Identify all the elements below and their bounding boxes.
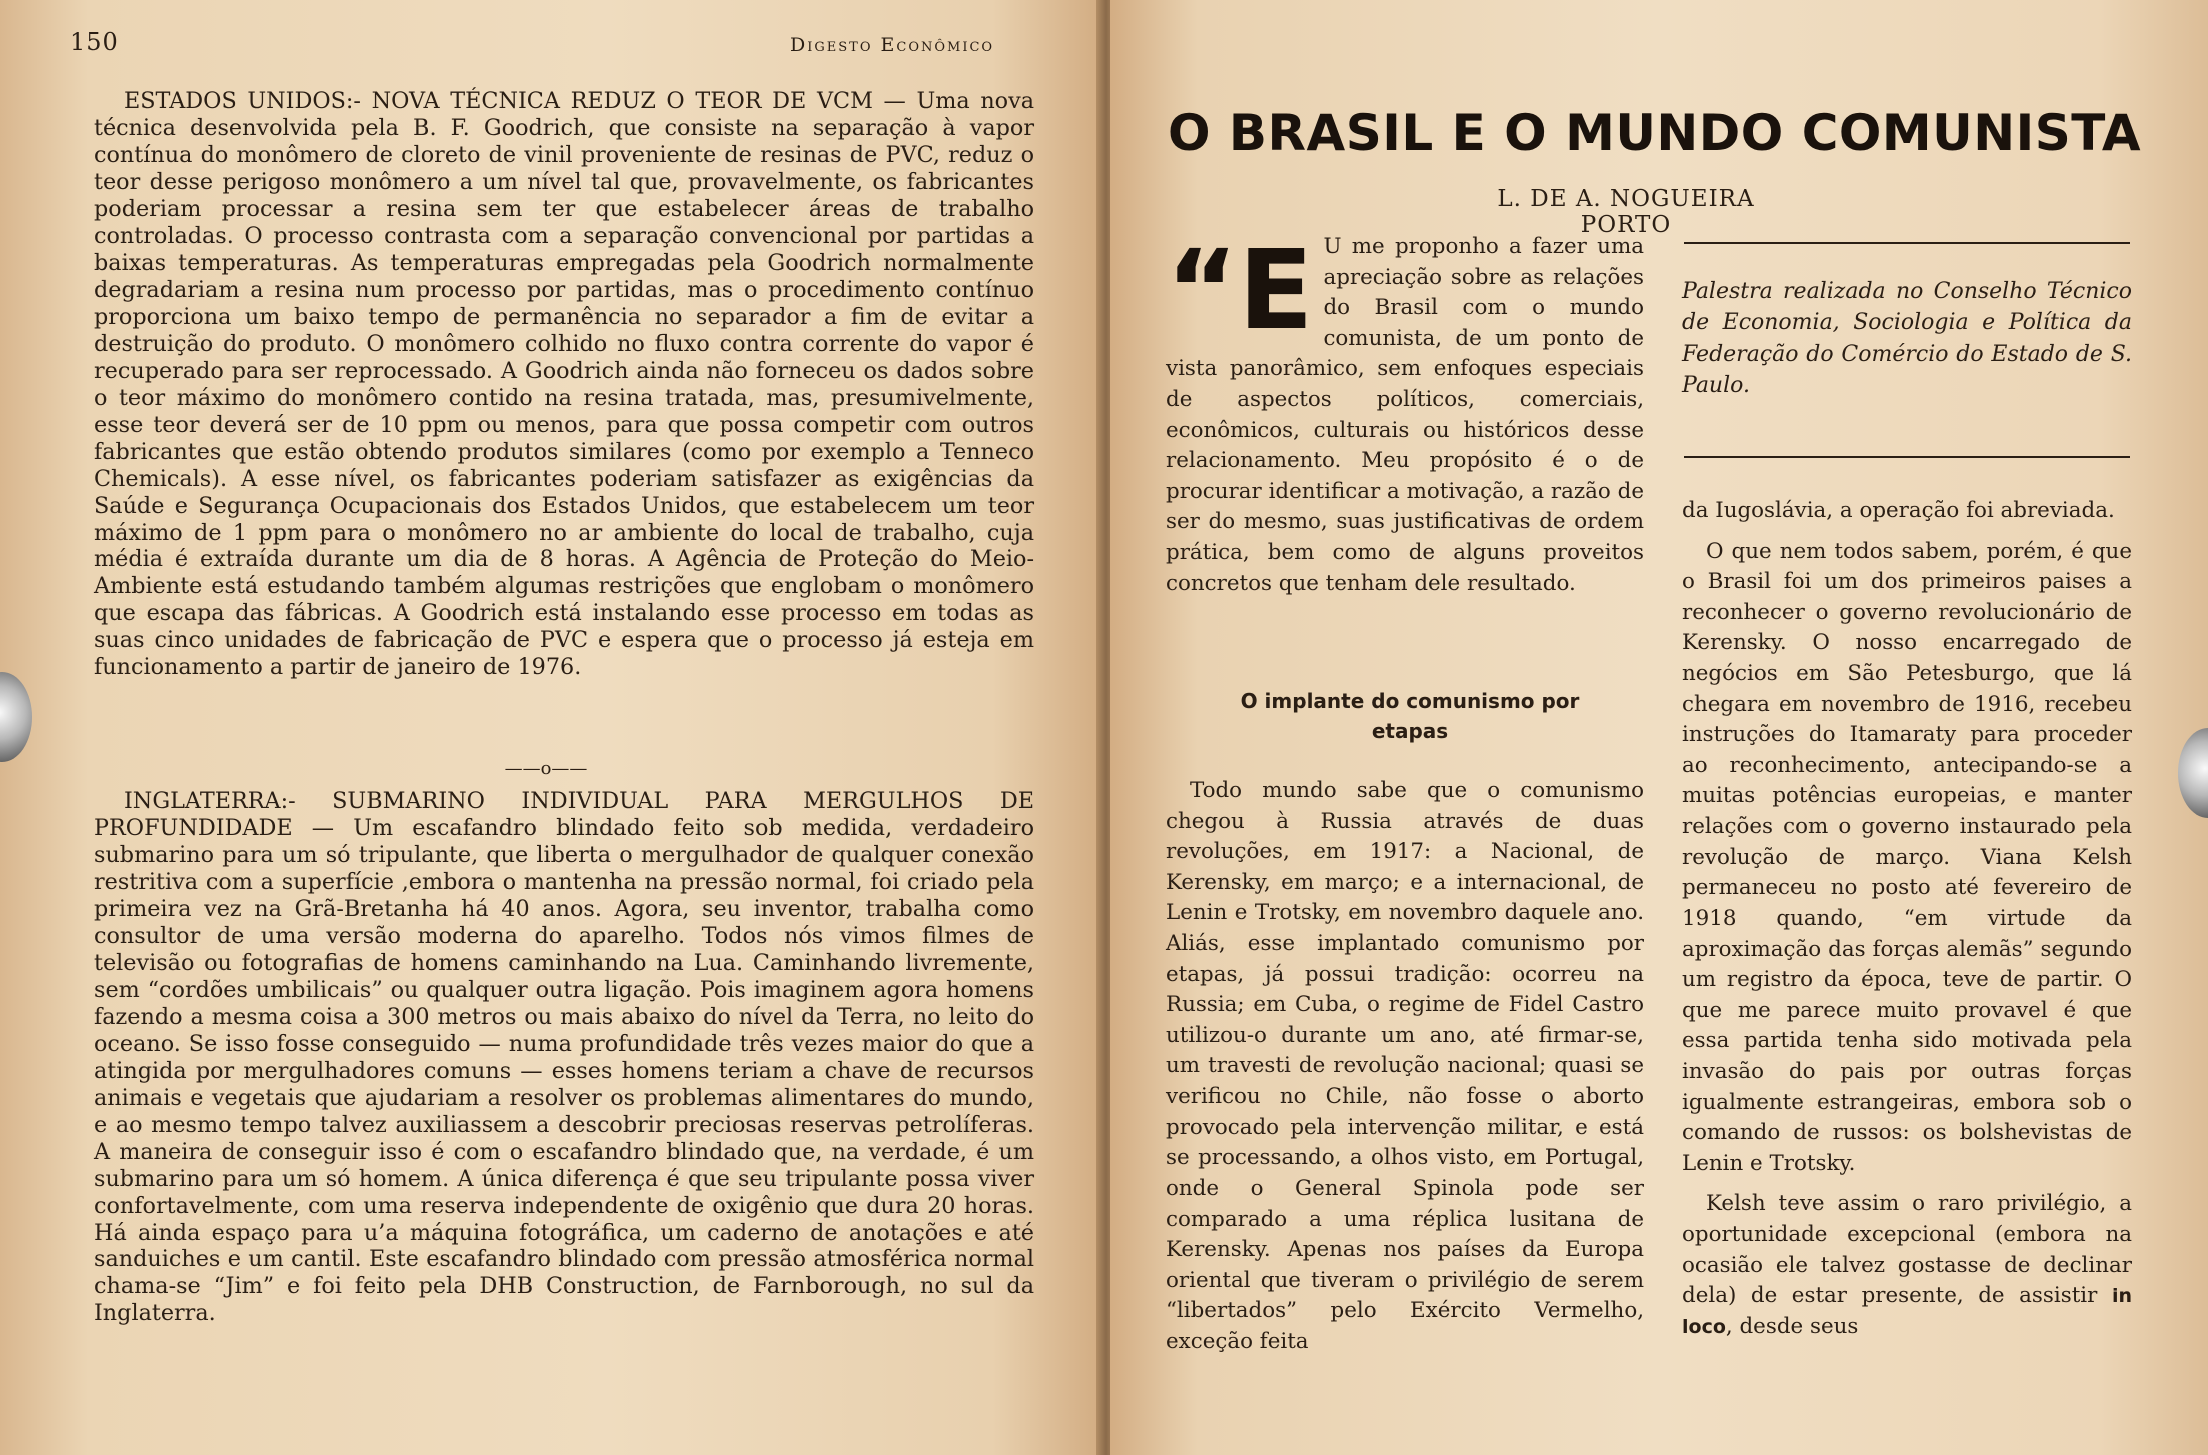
- intro-column: [1166, 226, 1644, 599]
- section-heading: O implante do comunismo por etapas: [1240, 689, 1580, 743]
- right-column-body: [1682, 496, 2132, 1352]
- article-title: O BRASIL E O MUNDO COMUNISTA: [1168, 104, 2142, 162]
- drop-cap: “E: [1166, 226, 1314, 354]
- binder-hole: [2178, 728, 2208, 818]
- binder-hole: [0, 672, 32, 762]
- paragraph-text: , desde seus: [1725, 1313, 1859, 1339]
- section-separator: ——o——: [504, 758, 588, 779]
- body-paragraph: da Iugoslávia, a operação foi abreviada.: [1682, 498, 2115, 523]
- article-estados-unidos: [94, 88, 1034, 681]
- running-head: Digesto Econômico: [790, 34, 995, 56]
- intro-text: U me proponho a fazer uma apreciação sobre as relações do Brasil com o mundo comunista, de um ponto de vista panorâmico, sem enfoques especiais de aspectos políticos, comerciais, econômicos, culturais ou históricos desse relacionamento. Meu propósito é o de procurar identificar a motivação, a razão de ser do mesmo, suas justificativas de ordem prática, bem como de alguns proveitos concretos que tenham dele resultado.: [1166, 234, 1644, 596]
- article-paragraph: INGLATERRA:- SUBMARINO INDIVIDUAL PARA MERGULHOS DE PROFUNDIDADE — Um escafandro blindado feito sob medida, verdadeiro submarino para um só tripulante, que liberta o mergulhador de qualquer conexão restritiva com a superfície ,embora o mantenha na pressão normal, foi criado pela primeira vez na Grã-Bretanha há 40 anos. Agora, seu inventor, trabalha como consultor de uma versão moderna do aparelho. Todos nós vimos filmes de televisão ou fotografias de homens caminhando na Lua. Caminhando livremente, sem “cordões umbilicais” ou qualquer outra ligação. Pois imaginem agora homens fazendo a mesma coisa a 300 metros ou mais abaixo do nível da Terra, no leito do oceano. Se isso fosse conseguido — numa profundidade três vezes maior do que a atingida por mergulhadores comuns — esses homens teriam a chave de recursos animais e vegetais que ajudariam a resolver os problemas alimentares do mundo, e ao mesmo tempo talvez auxiliassem a descobrir preciosas reservas petrolíferas. A maneira de conseguir isso é com o escafandro blindado que, na verdade, é um submarino para um só homem. A única diferença é que seu tripulante possa viver confortavelmente, com uma reserva independente de oxigênio que dura 20 horas. Há ainda espaço para u’a máquina fotográfica, um caderno de anotações e até sanduiches e um cantil. Este escafandro blindado com pressão atmosférica normal chama-se “Jim” e foi feito pela DHB Construction, de Farnborough, no sul da Inglaterra.: [94, 788, 1034, 1327]
- page-number: 150: [70, 28, 119, 56]
- left-column-body: [1166, 776, 1644, 1358]
- article-paragraph: ESTADOS UNIDOS:- NOVA TÉCNICA REDUZ O TEOR DE VCM — Uma nova técnica desenvolvida pela B. F. Goodrich, que consiste na separação à vapor contínua do monômero de cloreto de vinil proveniente de resinas de PVC, reduz o teor desse perigoso monômero a um nível tal que, provavelmente, os fabricantes poderiam processar a resina sem ter que estabelecer áreas de trabalho controladas. O processo contrasta com a separação convencional por partidas a baixas temperaturas. As temperaturas empregadas pela Goodrich normalmente degradariam a resina num processo por partidas, mas o procedimento contínuo proporciona um baixo tempo de permanência no separador a fim de evitar a destruição do produto. O monômero colhido no fluxo contra corrente do vapor é recuperado para ser reprocessado. A Goodrich ainda não forneceu os dados sobre o teor máximo do monômero contido na resina tratada, mas, presumivelmente, esse teor deverá ser de 10 ppm ou menos, para que possa competir com outros fabricantes que estão obtendo produtos similares (como por exemplo a Tenneco Chemicals). A esse nível, os fabricantes poderiam satisfazer as exigências da Saúde e Segurança Ocupacionais dos Estados Unidos, que estabelecem um teor máximo de 1 ppm para o monômero no ar ambiente do local de trabalho, cuja média é extraída durante um dia de 8 horas. A Agência de Proteção do Meio-Ambiente está estudando também algumas restrições que englobam o monômero que escapa das fábricas. A Goodrich está instalando esse processo em todas as suas cinco unidades de fabricação de PVC e espera que o processo já esteja em funcionamento a partir de janeiro de 1976.: [94, 88, 1034, 681]
- body-paragraph: [1682, 1189, 2132, 1342]
- left-page: [0, 0, 1102, 1455]
- emphasis-text: in loco: [1682, 1285, 2132, 1338]
- sidebar-rule-bottom: [1684, 456, 2130, 458]
- paragraph-text: Kelsh teve assim o raro privilégio, a oportunidade excepcional (embora na ocasião ele talvez gostasse de declinar dela) de estar presente, de assistir: [1682, 1191, 2132, 1309]
- intro-paragraph: [1166, 226, 1644, 599]
- sidebar-note: Palestra realizada no Conselho Técnico de Economia, Sociologia e Política da Federação do Comércio do Estado de S. Paulo.: [1682, 279, 2132, 399]
- body-paragraph: O que nem todos sabem, porém, é que o Brasil foi um dos primeiros paises a reconhecer o governo revolucionário de Kerensky. O nosso encarregado de negócios em São Petesburgo, que lá chegara em novembro de 1916, recebeu instruções do Itamaraty para proceder ao reconhecimento, antecipando-se a muitas potências europeias, e manter relações com o governo instaurado pela revolução de março. Viana Kelsh permaneceu no posto até fevereiro de 1918 quando, “em virtude da aproximação das forças alemãs” segundo um registro da época, teve de partir. O que me parece muito provavel é que essa partida tenha sido motivada pela invasão do pais por outras forças igualmente estrangeiras, embora sob o comando de russos: os bolshevistas de Lenin e Trotsky.: [1682, 538, 2132, 1176]
- author-byline: L. DE A. NOGUEIRA PORTO: [1497, 186, 1755, 238]
- body-paragraph: Todo mundo sabe que o comunismo chegou à Russia através de duas revoluções, em 1917: a Nacional, de Kerensky, em março; e a internacional, de Lenin e Trotsky, em novembro daquele ano. Aliás, esse implantado comunismo por etapas, já possui tradição: ocorreu na Russia; em Cuba, o regime de Fidel Castro utilizou-o durante um ano, até firmar-se, um travesti de revolução nacional; quasi se verificou no Chile, não fosse o aborto provocado pela intervenção militar, e está se processando, a olhos visto, em Portugal, onde o General Spinola pode ser comparado a uma réplica lusitana de Kerensky. Apenas nos países da Europa oriental que tiveram o privilégio de serem “libertados” pelo Exército Vermelho, exceção feita: [1166, 778, 1644, 1354]
- sidebar-rule-top: [1684, 242, 2130, 244]
- right-page: [1110, 0, 2208, 1455]
- article-inglaterra: [94, 788, 1034, 1327]
